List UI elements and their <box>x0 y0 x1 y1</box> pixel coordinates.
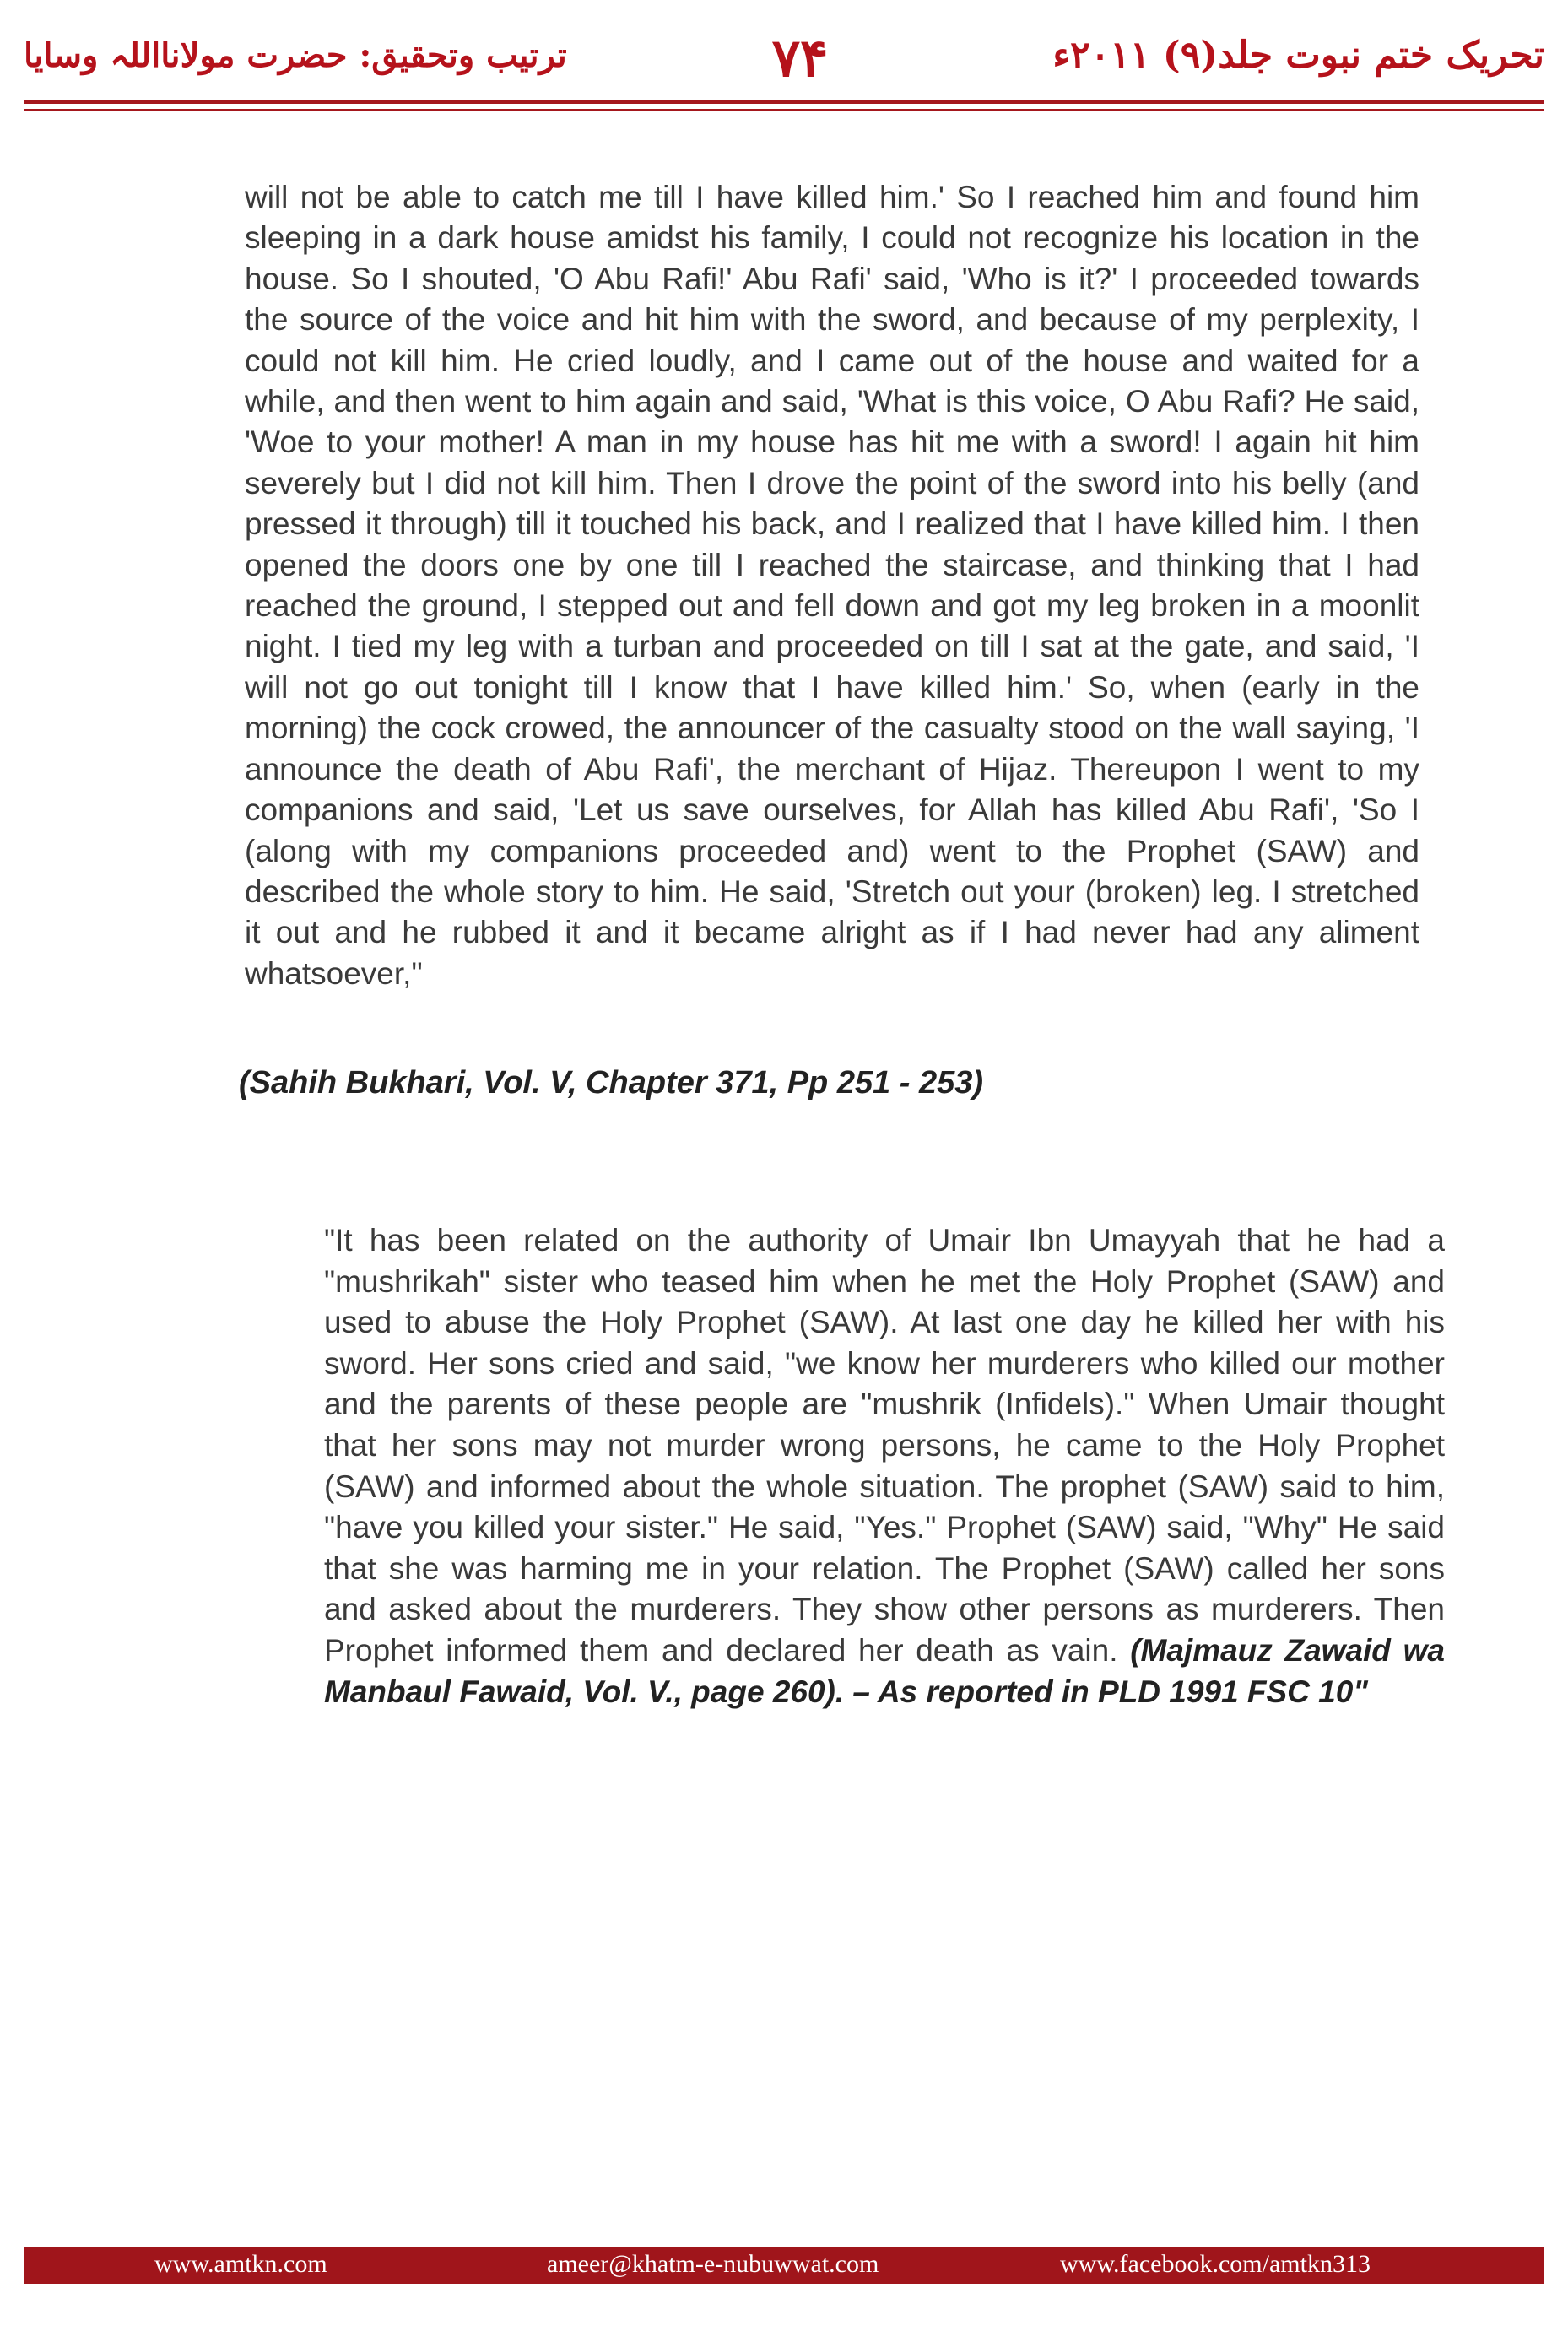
page-footer <box>24 2247 1544 2284</box>
quote-reference: (Majmauz Zawaid wa Manbaul Fawaid, Vol. V., page 260). – As reported in PLD 1991 FSC 10" <box>324 1632 1445 1709</box>
page-header <box>24 24 1544 100</box>
narration-passage: will not be able to catch me till I have killed him.' So I reached him and found him sleeping in a dark house amidst his family, I could not recognize his location in the house. So I shouted, 'O Abu Rafi!' Abu Rafi' said, 'Who is it?' I proceeded towards the source of the voice and hit him with the sword, and because of my perplexity, I could not kill him. He cried loudly, and I came out of the house and waited for a while, and then went to him again and said, 'What is this voice, O Abu Rafi? He said, 'Woe to your mother! A man in my house has hit me with a sword! I again hit him severely but I did not kill him. Then I drove the point of the sword into his belly (and pressed it through) till it touched his back, and I realized that I have killed him. I then opened the doors one by one till I reached the staircase, and thinking that I had reached the ground, I stepped out and fell down and got my leg broken in a moonlit night. I tied my leg with a turban and proceeded on till I sat at the gate, and said, 'I will not go out tonight till I know that I have killed him.' So, when (early in the morning) the cock crowed, the announcer of the casualty stood on the wall saying, 'I announce the death of Abu Rafi', the merchant of Hijaz. Thereupon I went to my companions and said, 'Let us save ourselves, for Allah has killed Abu Rafi', 'So I (along with my companions proceeded and) went to the Prophet (SAW) and described the whole story to him. He said, 'Stretch out your (broken) leg. I stretched it out and he rubbed it and it became alright as if I had never had any aliment whatsoever," <box>245 180 1419 991</box>
compiler-credit: ترتیب وتحقیق: حضرت مولانااللہ وسایا <box>24 35 567 75</box>
book-title: تحریک ختم نبوت جلد(۹) ۲۰۱۱ء <box>1052 34 1544 77</box>
footer-website-link[interactable]: www.amtkn.com <box>154 2250 327 2278</box>
footer-email-link[interactable]: ameer@khatm-e-nubuwwat.com <box>547 2250 879 2278</box>
footer-facebook-link[interactable]: www.facebook.com/amtkn313 <box>1060 2250 1371 2278</box>
header-rule-thin <box>24 109 1544 111</box>
umair-quote <box>324 1220 1445 1712</box>
bukhari-citation: (Sahih Bukhari, Vol. V, Chapter 371, Pp 251 - 253) <box>239 1065 984 1101</box>
quote-text: "It has been related on the authority of Umair Ibn Umayyah that he had a "mushrikah" sister who teased him when he met the Holy Prophet (SAW) and used to abuse the Holy Prophet (SAW). At last one day he killed her with his sword. Her sons cried and said, "we know her murderers who killed our mother and the parents of these people are "mushrik (Infidels)." When Umair thought that her sons may not murder wrong persons, he came to the Holy Prophet (SAW) and informed about the whole situation. The prophet (SAW) said to him, "have you killed your sister." He said, "Yes." Prophet (SAW) said, "Why" He said that she was harming me in your relation. The Prophet (SAW) called her sons and asked about the murderers. They show other persons as murderers. Then Prophet informed them and declared her death as vain. <box>324 1223 1445 1668</box>
page-number: ۷۴ <box>771 27 829 89</box>
header-rule-thick <box>24 100 1544 104</box>
